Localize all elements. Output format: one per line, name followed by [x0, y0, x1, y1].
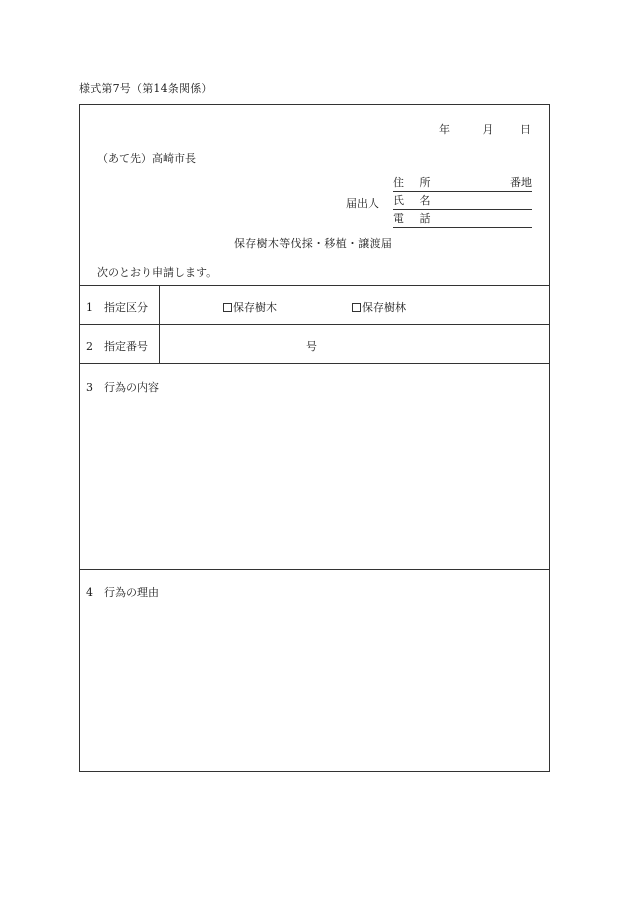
phone-label: 電 話: [393, 212, 437, 225]
row-action-reason-label: [86, 584, 159, 600]
option-label: 保存樹木: [233, 301, 277, 314]
row-label-text: 指定区分: [104, 301, 148, 314]
intro-text: 次のとおり申請します。: [97, 266, 218, 279]
date-day-label: 日: [520, 123, 531, 136]
option-label: 保存樹林: [362, 301, 406, 314]
number-suffix: 号: [306, 340, 317, 353]
checkbox-icon[interactable]: [352, 303, 361, 312]
form-title: 保存樹木等伐採・移植・譲渡届: [234, 237, 393, 250]
date-month-label: 月: [482, 123, 494, 136]
address-field[interactable]: [393, 174, 532, 192]
date-row: [439, 121, 531, 137]
row-divider: [80, 569, 549, 570]
row-number: 3: [86, 381, 93, 394]
checkbox-icon[interactable]: [223, 303, 232, 312]
option-protected-tree[interactable]: [223, 299, 277, 315]
phone-field[interactable]: [393, 210, 532, 228]
applicant-label: 届出人: [346, 197, 379, 210]
row-label-text: 指定番号: [104, 340, 148, 353]
row-divider: [80, 324, 549, 325]
address-label: 住 所: [393, 176, 437, 189]
row-label-text: 行為の理由: [104, 586, 159, 599]
row-number: 2: [86, 340, 93, 353]
form-frame: [79, 104, 550, 772]
name-label: 氏 名: [393, 194, 437, 207]
name-field[interactable]: [393, 192, 532, 210]
row-action-content-label: [86, 379, 159, 395]
address-suffix: 番地: [510, 176, 532, 189]
row-number: 1: [86, 301, 93, 314]
option-protected-forest[interactable]: [352, 299, 406, 315]
addressee: （あて先）高崎市長: [97, 152, 196, 165]
date-year-label: 年: [439, 123, 450, 136]
row-designation-label: [86, 299, 148, 315]
row-label-text: 行為の内容: [104, 381, 159, 394]
row-divider: [80, 363, 549, 364]
row-divider: [80, 285, 549, 286]
row-number: 4: [86, 586, 93, 599]
column-divider: [159, 285, 160, 363]
form-number: 様式第7号（第14条関係）: [79, 82, 213, 95]
row-number-label: [86, 338, 148, 354]
